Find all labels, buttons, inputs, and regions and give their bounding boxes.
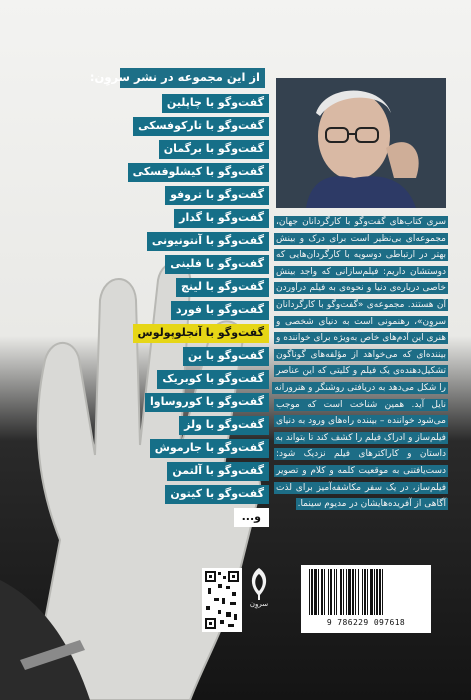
series-title-item: گفت‌وگو با آنجلوپولوس [133, 324, 269, 343]
series-title-item: گفت‌وگو با برگمان [159, 140, 269, 159]
series-title-item: گفت‌وگو با تروفو [165, 186, 269, 205]
barcode-bar [382, 569, 383, 615]
barcode-bar [309, 569, 310, 615]
barcode-bar [330, 569, 332, 615]
series-title-item: گفت‌وگو با کیشلوفسکی [128, 163, 269, 182]
barcode-bar [352, 569, 354, 615]
description-text: سری کتاب‌های گفت‌وگو با کارگردانان جهان، مجموعه‌ای بی‌نظیر است برای درک و بینش بهتر در ارتباطی دوسویه با کارگردان‌هایی که دوستشان داریم: فیلم‌سازانی که واجد بینش خاصی درباره‌ی دنیا و نحوه‌ی به فیلم درآوردن آن هستند. مجموعه‌ی «گفت‌وگو با کارگردانان سروِن»، رهنمونی است به دنیای شخصی و هنری این آدم‌های خاص به‌ویژه برای خواننده و بیننده‌ای که می‌خواهد از مؤلفه‌های گوناگون تشکیل‌دهنده‌ی یک فیلم و کلیتی که این عناصر را شکل می‌دهد به دریافتی روشنگر و هنرورانه نایل آید. همین شناخت است که موجب می‌شود خواننده – بیننده راه‌های ورود به دنیای فیلم‌ساز و ادراک فیلم را کشف کند تا بتواند به داستان و کاراکترهای فیلم نزدیک شود: دست‌یافتنی به موقعیت کلمه و کلام و تصویر فیلم‌ساز، در یک سفر مکاشفه‌آمیز برای لذت آگاهی از آفریده‌هایشان در مدیوم سینما. [274, 217, 446, 510]
barcode-bar [346, 569, 347, 615]
author-photo [276, 78, 446, 208]
barcode-bar [370, 569, 373, 615]
series-title-item: گفت‌وگو با چاپلین [162, 94, 269, 113]
series-title-item: گفت‌وگو با فورد [171, 301, 269, 320]
barcode-bar [321, 569, 323, 615]
series-title-item: گفت‌وگو با کوبریک [157, 370, 269, 389]
isbn-barcode [301, 565, 431, 633]
series-title-item: گفت‌وگو با لینچ [176, 278, 269, 297]
barcode-bar [314, 569, 317, 615]
series-title-item: گفت‌وگو با ولز [179, 416, 269, 435]
series-description [274, 214, 448, 513]
barcode-bar [340, 569, 342, 615]
series-title-item: گفت‌وگو با کیتون [165, 485, 269, 504]
series-title-item: گفت‌وگو با آلتمن [167, 462, 269, 481]
barcode-bar [334, 569, 335, 615]
series-title-item: گفت‌وگو با جارموش [150, 439, 269, 458]
barcode-bar [362, 569, 363, 615]
barcode-bar [336, 569, 337, 615]
barcode-bar [376, 569, 378, 615]
publisher-name: سروِن [249, 600, 269, 608]
barcode-bar [355, 569, 356, 615]
barcode-bar [311, 569, 313, 615]
barcode-bar [318, 569, 319, 615]
barcode-bar [348, 569, 351, 615]
series-title-item: گفت‌وگو با گدار [174, 209, 269, 228]
series-title-list [132, 94, 269, 531]
barcode-bar [343, 569, 344, 615]
barcode-bar [379, 569, 381, 615]
barcode-bar [367, 569, 368, 615]
series-heading: از این مجموعه در نشر سروِن: [120, 68, 265, 88]
series-title-item: گفت‌وگو با ین [183, 347, 269, 366]
barcode-bars [307, 569, 425, 617]
qr-code [202, 568, 242, 632]
barcode-bar [358, 569, 359, 615]
barcode-bar [328, 569, 329, 615]
series-title-item: گفت‌وگو با فلینی [165, 255, 269, 274]
isbn-number: 9 786229 097618 [326, 618, 406, 627]
series-title-item: گفت‌وگو با تارکوفسکی [133, 117, 269, 136]
barcode-bar [374, 569, 375, 615]
portrait-illustration [276, 78, 446, 208]
barcode-bar [324, 569, 325, 615]
series-title-item: گفت‌وگو با آنتونیونی [147, 232, 269, 251]
barcode-bar [364, 569, 366, 615]
series-title-item: گفت‌وگو با کوروساوا [145, 393, 269, 412]
series-title-item: و... [234, 508, 269, 527]
